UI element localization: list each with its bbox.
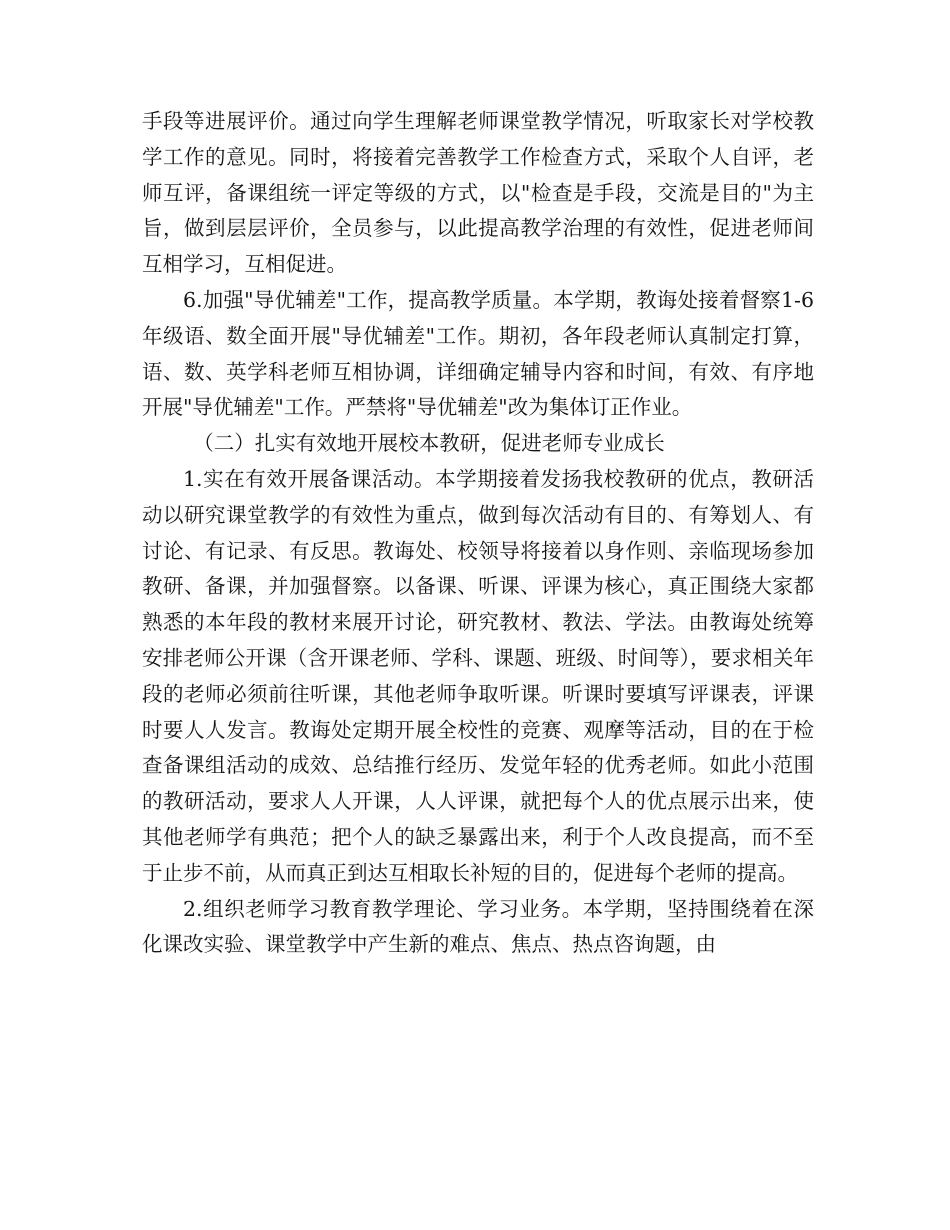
section-heading-school-research: （二）扎实有效地开展校本教研，促进老师专业成长 <box>193 431 665 456</box>
paragraph-item-2: 2.组织老师学习教育教学理论、学习业务。本学期，坚持围绕着在深化课改实验、课堂教学中产生新的难点、焦点、热点咨询题，由 <box>142 896 814 957</box>
paragraph-continued-evaluation: 手段等进展评价。通过向学生理解老师课堂教学情况，听取家长对学校教学工作的意见。同时，将接着完善教学工作检查方式，采取个人自评，老师互评，备课组统一评定等级的方式，以"检查是手段，交流是目的"为主旨，做到层层评价，全员参与，以此提高教学治理的有效性，促进老师间互相学习，互相促进。 <box>142 109 814 277</box>
document-body <box>142 104 814 963</box>
paragraph-item-1: 1.实在有效开展备课活动。本学期接着发扬我校教研的优点，教研活动以研究课堂教学的有效性为重点，做到每次活动有目的、有筹划人、有讨论、有记录、有反思。教诲处、校领导将接着以身作则、亲临现场参加教研、备课，并加强督察。以备课、听课、评课为核心，真正围绕大家都熟悉的本年段的教材来展开讨论，研究教材、教法、学法。由教诲处统筹安排老师公开课（含开课老师、学科、课题、班级、时间等），要求相关年段的老师必须前往听课，其他老师争取听课。听课时要填写评课表，评课时要人人发言。教诲处定期开展全校性的竞赛、观摩等活动，目的在于检查备课组活动的成效、总结推行经历、发觉年轻的优秀老师。如此小范围的教研活动，要求人人开课，人人评课，就把每个人的优点展示出来，使其他老师学有典范；把个人的缺乏暴露出来，利于个人改良提高，而不至于止步不前，从而真正到达互相取长补短的目的，促进每个老师的提高。 <box>142 466 814 885</box>
paragraph-item-6: 6.加强"导优辅差"工作，提高教学质量。本学期，教诲处接着督察1-6年级语、数全面开展"导优辅差"工作。期初，各年段老师认真制定打算，语、数、英学科老师互相协调，详细确定辅导内容和时间，有效、有序地开展"导优辅差"工作。严禁将"导优辅差"改为集体订正作业。 <box>142 287 814 420</box>
